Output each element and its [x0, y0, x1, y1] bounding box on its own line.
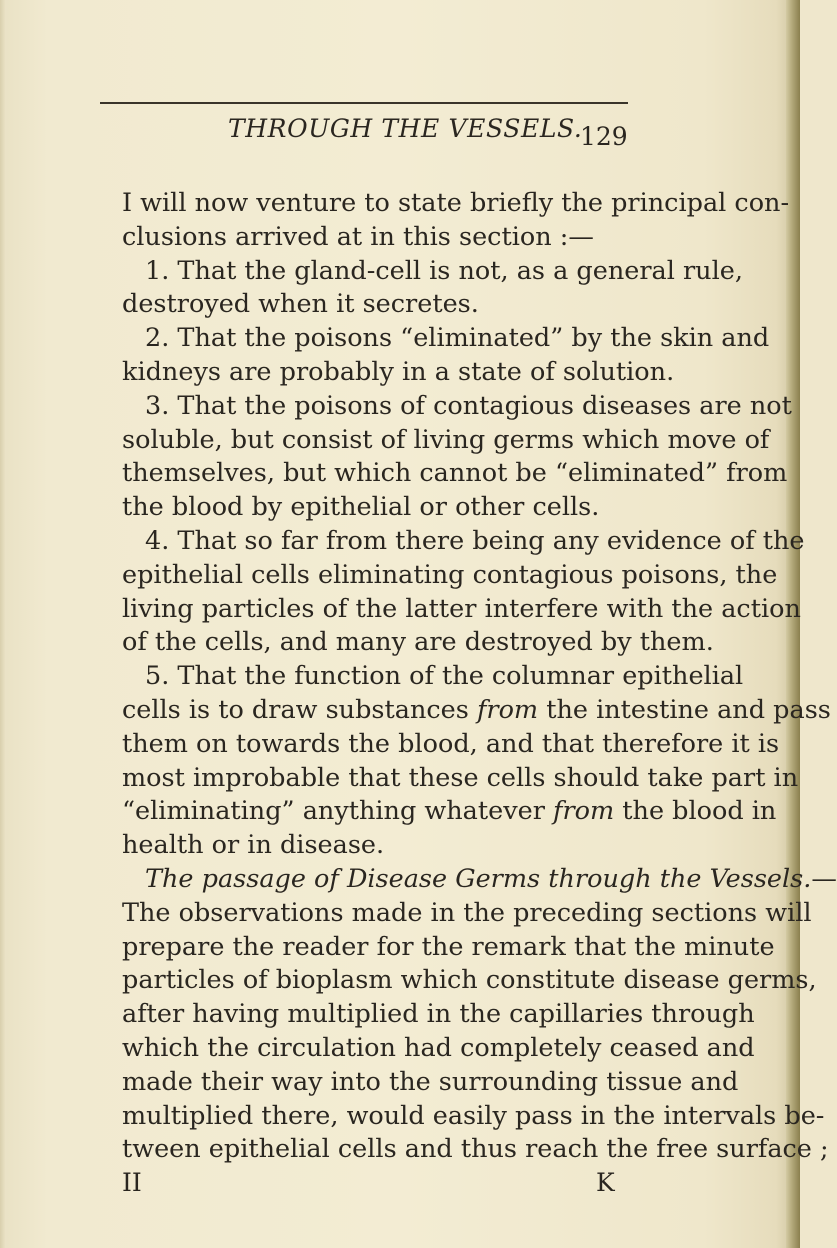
text-line — [122, 932, 775, 962]
text-run: them on towards the blood, and that therefore it is — [122, 729, 780, 759]
text-line — [122, 729, 780, 759]
text-line — [145, 256, 743, 286]
text-line — [145, 391, 792, 421]
text-line — [122, 965, 817, 995]
text-line — [122, 560, 778, 590]
text-run: particles of bioplasm which constitute disease germs, — [122, 965, 817, 995]
text-run: epithelial cells eliminating contagious poisons, the — [122, 560, 778, 590]
text-run: tween epithelial cells and thus reach the free surface ; — [122, 1134, 829, 1164]
text-line — [122, 695, 831, 725]
text-line — [122, 1067, 739, 1097]
text-run: The observations made in the preceding sections will — [122, 898, 812, 928]
text-line — [122, 188, 790, 218]
text-run: clusions arrived at in this section :— — [122, 222, 594, 252]
text-run: made their way into the surrounding tissue and — [122, 1067, 739, 1097]
text-line — [122, 492, 627, 522]
text-run: — — [811, 864, 837, 894]
signature-number: II — [122, 1168, 142, 1197]
text-run: the blood in — [614, 796, 777, 826]
italic-text: from — [476, 695, 539, 725]
text-run: most improbable that these cells should take part in — [122, 763, 799, 793]
text-run: health or in disease. — [122, 830, 385, 860]
text-line — [145, 526, 805, 556]
italic-text: from — [553, 796, 615, 826]
text-run: 4. That so far from there being any evidence of the — [145, 526, 805, 556]
text-run: after having multiplied in the capillaries through — [122, 999, 755, 1029]
text-line — [145, 323, 770, 353]
text-line — [122, 763, 799, 793]
text-line — [122, 796, 777, 826]
signature-letter: K — [596, 1168, 615, 1197]
text-run: themselves, but which cannot be “eliminated” from — [122, 458, 788, 488]
text-run: destroyed when it secretes. — [122, 289, 479, 319]
text-line — [145, 661, 744, 691]
text-run: cells is to draw substances — [122, 695, 477, 725]
text-run: 1. That the gland-cell is not, as a general rule, — [145, 256, 743, 286]
page-number: 129 — [580, 122, 628, 151]
page-left-edge — [0, 0, 6, 1248]
text-run: 5. That the function of the columnar epithelial — [145, 661, 744, 691]
text-line — [122, 830, 627, 860]
text-line — [122, 594, 801, 624]
text-line — [122, 627, 714, 657]
text-line — [122, 289, 627, 319]
text-run: the blood by epithelial or other cells. — [122, 492, 600, 522]
text-run: kidneys are probably in a state of solution. — [122, 357, 675, 387]
text-line — [122, 222, 627, 252]
text-run: prepare the reader for the remark that the minute — [122, 932, 775, 962]
text-line — [122, 898, 812, 928]
text-run: 2. That the poisons “eliminated” by the skin and — [145, 323, 770, 353]
text-run: soluble, but consist of living germs which move of — [122, 425, 770, 455]
text-line — [122, 999, 755, 1029]
text-line — [122, 357, 675, 387]
text-line — [122, 1134, 829, 1164]
text-line — [122, 458, 788, 488]
running-head: THROUGH THE VESSELS. — [228, 114, 583, 143]
text-line — [145, 864, 837, 894]
text-run: multiplied there, would easily pass in the intervals be- — [122, 1101, 825, 1131]
text-line — [122, 425, 770, 455]
text-run: the intestine and pass — [538, 695, 831, 725]
text-run: I will now venture to state briefly the principal con- — [122, 188, 790, 218]
text-line — [122, 1101, 825, 1131]
text-run: of the cells, and many are destroyed by them. — [122, 627, 714, 657]
text-run: which the circulation had completely ceased and — [122, 1033, 755, 1063]
text-run: 3. That the poisons of contagious diseases are not — [145, 391, 792, 421]
text-run: living particles of the latter interfere with the action — [122, 594, 801, 624]
header-rule — [100, 102, 628, 104]
text-run: “eliminating” anything whatever — [122, 796, 553, 826]
text-line — [122, 1033, 755, 1063]
italic-text: The passage of Disease Germs through the Vessels. — [145, 864, 812, 894]
